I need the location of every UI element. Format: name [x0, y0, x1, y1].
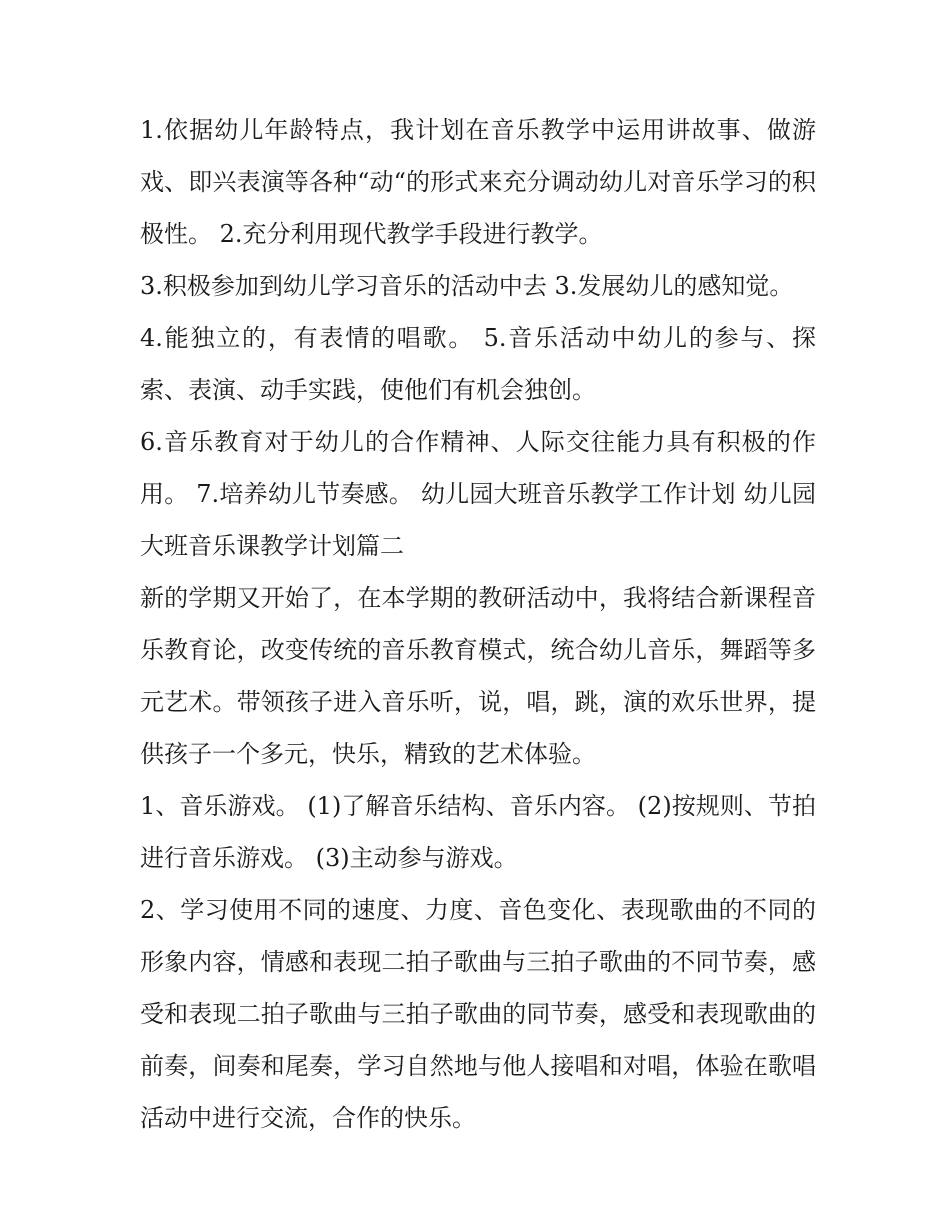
item-2-text: 2.充分利用现代教学手段进行教学。	[212, 220, 603, 248]
item-4-text: 4.能独立的，有表情的唱歌。	[140, 324, 475, 352]
paragraph-intro	[140, 572, 816, 780]
music-games-heading: 1、音乐游戏。	[140, 792, 300, 820]
paragraph-plan-1-2	[140, 104, 816, 260]
paragraph-plan-3	[140, 260, 816, 312]
item-5-text: 5.音乐活动中幼儿的参与、探索、表演、动手实践，使他们有机会独创。	[140, 324, 816, 404]
paragraph-music-games	[140, 780, 816, 884]
item-3a-text: 3.积极参加到幼儿学习音乐的活动中去	[140, 272, 547, 300]
item-6-text: 6.音乐教育对于幼儿的合作精神、人际交往能力具有积极的作用。	[140, 428, 816, 508]
paragraph-plan-4-5	[140, 312, 816, 416]
music-games-item-2: (2)按规则、节拍进行音乐游戏。	[140, 792, 816, 872]
item-3b-text: 3.发展幼儿的感知觉。	[546, 272, 794, 300]
section-title: 幼儿园大班音乐教学工作计划 幼儿园大班音乐课教学计划篇二	[140, 480, 817, 560]
music-games-item-3: (3)主动参与游戏。	[308, 844, 518, 872]
document-body	[140, 104, 816, 1144]
singing-text: 2、学习使用不同的速度、力度、音色变化、表现歌曲的不同的形象内容，情感和表现二拍子歌曲与三拍子歌曲的不同节奏，感受和表现二拍子歌曲与三拍子歌曲的同节奏，感受和表现歌曲的前奏，间奏和尾奏，学习自然地与他人接唱和对唱，体验在歌唱活动中进行交流，合作的快乐。	[140, 896, 816, 1132]
intro-text: 新的学期又开始了，在本学期的教研活动中，我将结合新课程音乐教育论，改变传统的音乐教育模式，统合幼儿音乐，舞蹈等多元艺术。带领孩子进入音乐听，说，唱，跳，演的欢乐世界，提供孩子一个多元，快乐，精致的艺术体验。	[140, 584, 816, 768]
paragraph-singing	[140, 884, 816, 1144]
paragraph-plan-6-7	[140, 416, 816, 572]
item-1-text: 1.依据幼儿年龄特点，我计划在音乐教学中运用讲故事、做游戏、即兴表演等各种“动“的形式来充分调动幼儿对音乐学习的积极性。	[140, 116, 816, 248]
item-7-text: 7.培养幼儿节奏感。	[188, 480, 414, 508]
music-games-item-1: (1)了解音乐结构、音乐内容。	[299, 792, 630, 820]
